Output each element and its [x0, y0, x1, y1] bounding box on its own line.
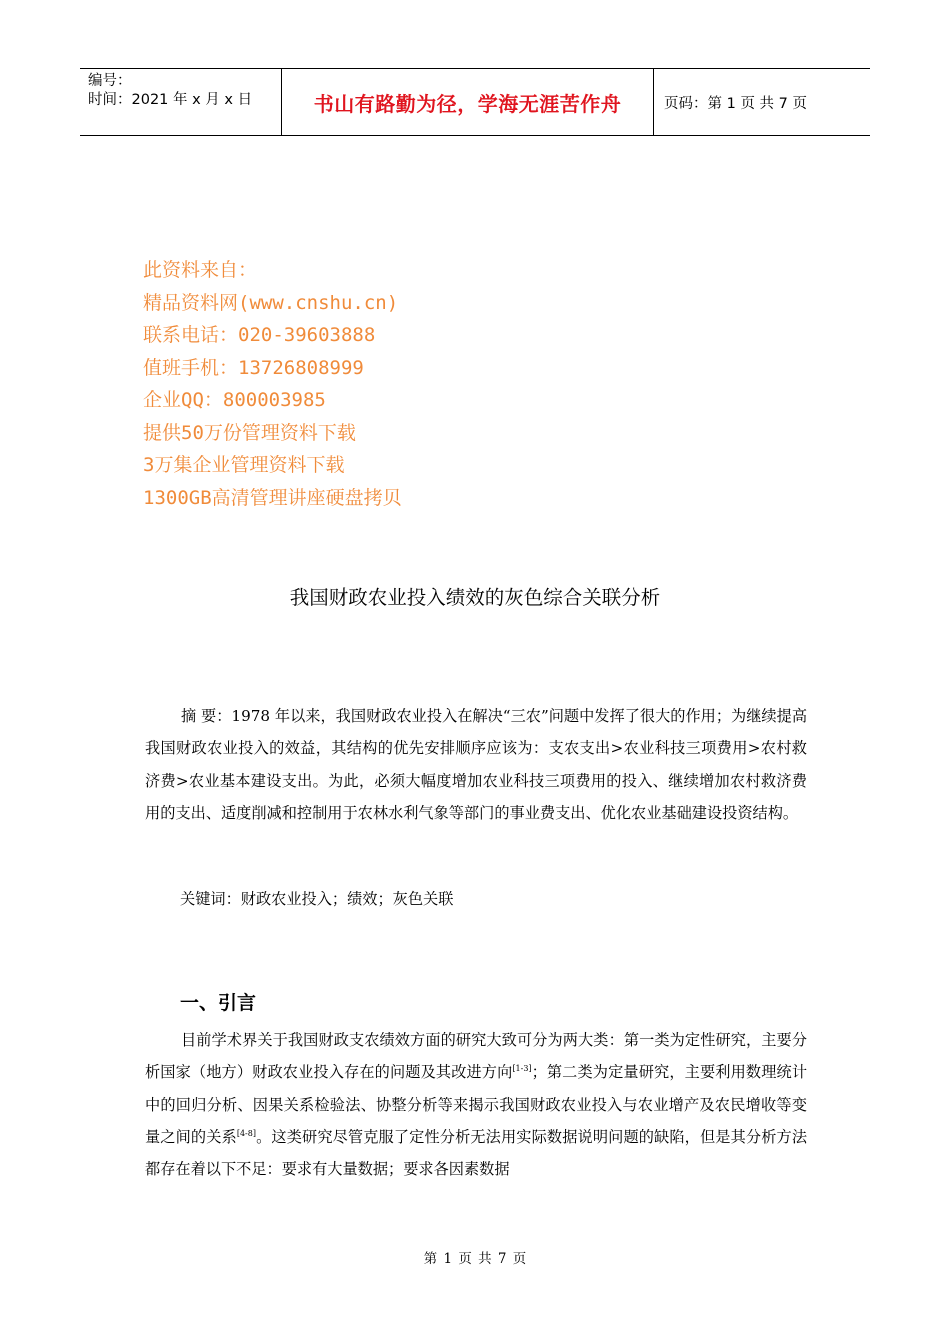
ad-line-qq: 企业QQ：800003985 [143, 389, 326, 411]
document-time-label: 时间：2021 年 x 月 x 日 [88, 92, 253, 108]
intro-text-part3: 。这类研究尽管克服了定性分析无法用实际数据说明问题的缺陷，但是其分析方法都存在着以下不足：要求有大量数据；要求各因素数据 [145, 1127, 808, 1179]
abstract-text: 1978 年以来，我国财政农业投入在解决“三农”问题中发挥了很大的作用；为继续提高我国财政农业投入的效益，其结构的优先安排顺序应该为：支农支出>农业科技三项费用>农村救济费>农业基本建设支出。为此，必须大幅度增加农业科技三项费用的投入、继续增加农村救济费用的支出、适度削减和控制用于农林水利气象等部门的事业费支出、优化农业基础建设投资结构。 [145, 707, 808, 822]
ad-line: 1300GB高清管理讲座硬盘拷贝 [143, 486, 402, 509]
citation-ref: [4-8] [236, 1128, 256, 1138]
ad-line-phone: 联系电话：020-39603888 [143, 324, 376, 346]
section-heading: 一、引言 [180, 992, 257, 1014]
header-table [80, 68, 870, 136]
keywords-label: 关键词： [180, 890, 241, 908]
intro-text-part2: ；第二类为定量研究，主要利用数理统计中的回归分析、因果关系检验法、协整分析等来揭示我国财政农业投入与农业增产及农民增收等变量之间的关系 [145, 1063, 808, 1146]
document-number-label: 编号： [88, 73, 132, 89]
intro-text-part1: 目前学术界关于我国财政支农绩效方面的研究大致可分为两大类：第一类为定性研究，主要分析国家（地方）财政农业投入存在的问题及其改进方向 [145, 1031, 807, 1082]
ad-line: 提供50万份管理资料下载 [143, 421, 356, 444]
ad-line-website[interactable]: 精品资料网(www.cnshu.cn) [143, 291, 399, 314]
abstract-paragraph [145, 700, 807, 829]
citation-ref: [1-3] [512, 1064, 532, 1074]
header-motto: 书山有路勤为径，学海无涯苦作舟 [282, 69, 654, 135]
intro-paragraph [145, 1024, 807, 1185]
source-ad-block [143, 254, 402, 514]
ad-line: 此资料来自： [143, 259, 258, 281]
header-page-info: 页码：第 1 页 共 7 页 [664, 95, 807, 112]
keywords-line [180, 883, 453, 915]
page-footer: 第 1 页 共 7 页 [423, 1251, 527, 1267]
header-left-cell [80, 69, 282, 135]
keywords-text: 财政农业投入；绩效；灰色关联 [240, 890, 454, 908]
document-title: 我国财政农业投入绩效的灰色综合关联分析 [289, 586, 661, 609]
ad-line: 3万集企业管理资料下载 [143, 454, 345, 476]
abstract-label: 摘 要： [181, 707, 232, 725]
ad-line-mobile: 值班手机：13726808999 [143, 356, 364, 379]
